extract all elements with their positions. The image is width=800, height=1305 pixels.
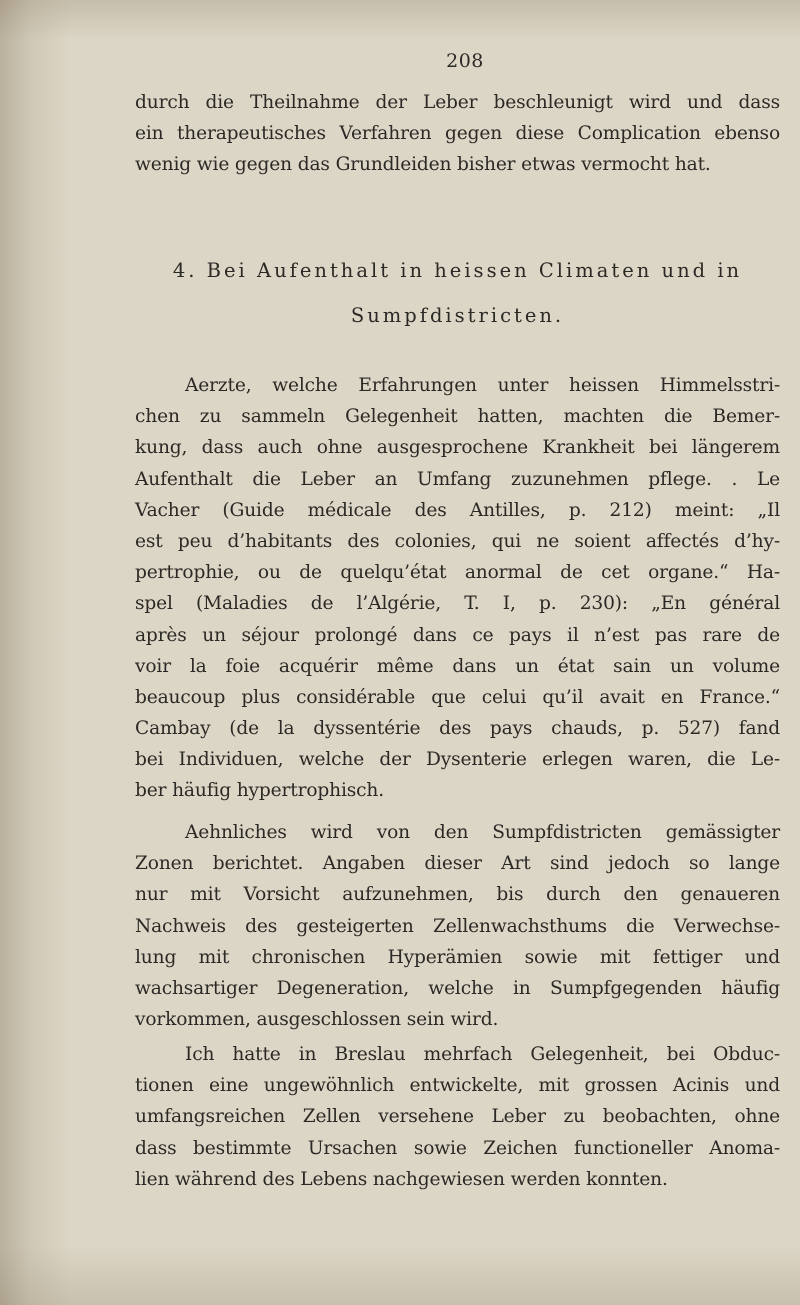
section-heading-line-1: 4. Bei Aufenthalt in heissen Climaten und in	[172, 259, 743, 282]
section-heading	[135, 248, 780, 338]
text-line: durch die Theilnahme der Leber beschleunigt wird und dass	[135, 92, 780, 113]
text-line: Aerzte, welche Erfahrungen unter heissen Himmelsstri-	[185, 375, 780, 396]
text-line: Aehnliches wird von den Sumpfdistricten gemässigter	[185, 822, 780, 843]
text-line: ber häufig hypertrophisch.	[135, 780, 384, 802]
text-line: voir la foie acquérir même dans un état sain un volume	[135, 655, 780, 677]
text-line: wenig wie gegen das Grundleiden bisher etwas vermocht hat.	[135, 154, 711, 176]
text-line: dass bestimmte Ursachen sowie Zeichen functioneller Anoma-	[135, 1137, 780, 1159]
text-line: Cambay (de la dyssentérie des pays chauds, p. 527) fand	[135, 718, 780, 740]
text-line: pertrophie, ou de quelqu’état anormal de cet organe.“ Ha-	[135, 562, 780, 584]
text-line: après un séjour prolongé dans ce pays il n’est pas rare de	[135, 624, 780, 646]
text-line: Vacher (Guide médicale des Antilles, p. 212) meint: „Il	[135, 499, 780, 521]
text-line: chen zu sammeln Gelegenheit hatten, machten die Bemer-	[135, 406, 780, 428]
text-line: Nachweis des gesteigerten Zellenwachsthums die Verwechse-	[135, 915, 780, 937]
text-line: lung mit chronischen Hyperämien sowie mit fettiger und	[135, 946, 780, 968]
text-line: ein therapeutisches Verfahren gegen diese Complication ebenso	[135, 123, 780, 145]
text-line: Aufenthalt die Leber an Umfang zuzunehmen pflege. . Le	[135, 468, 780, 490]
paragraph-2	[135, 817, 780, 1035]
section-heading-line-2: Sumpfdistricten.	[350, 304, 565, 327]
text-line: spel (Maladies de l’Algérie, T. I, p. 230): „En général	[135, 593, 780, 615]
text-line: tionen eine ungewöhnlich entwickelte, mit grossen Acinis und	[135, 1075, 780, 1097]
text-line: nur mit Vorsicht aufzunehmen, bis durch den genaueren	[135, 884, 780, 906]
text-line: Ich hatte in Breslau mehrfach Gelegenheit, bei Obduc-	[185, 1044, 780, 1065]
paragraph-3	[135, 1039, 780, 1195]
text-line: kung, dass auch ohne ausgesprochene Krankheit bei längerem	[135, 437, 780, 459]
text-line: wachsartiger Degeneration, welche in Sumpfgegenden häufig	[135, 977, 780, 999]
text-line: lien während des Lebens nachgewiesen werden konnten.	[135, 1168, 668, 1190]
text-line: bei Individuen, welche der Dysenterie erlegen waren, die Le-	[135, 749, 780, 771]
text-line: Zonen berichtet. Angaben dieser Art sind jedoch so lange	[135, 853, 780, 875]
opening-paragraph	[135, 87, 780, 181]
text-line: vorkommen, ausgeschlossen sein wird.	[135, 1009, 499, 1031]
page-number: 208	[446, 50, 484, 72]
text-line: est peu d’habitants des colonies, qui ne soient affectés d’hy-	[135, 530, 780, 552]
paragraph-1	[135, 370, 780, 807]
text-line: beaucoup plus considérable que celui qu’il avait en France.“	[135, 686, 780, 708]
text-line: umfangsreichen Zellen versehene Leber zu beobachten, ohne	[135, 1106, 780, 1128]
